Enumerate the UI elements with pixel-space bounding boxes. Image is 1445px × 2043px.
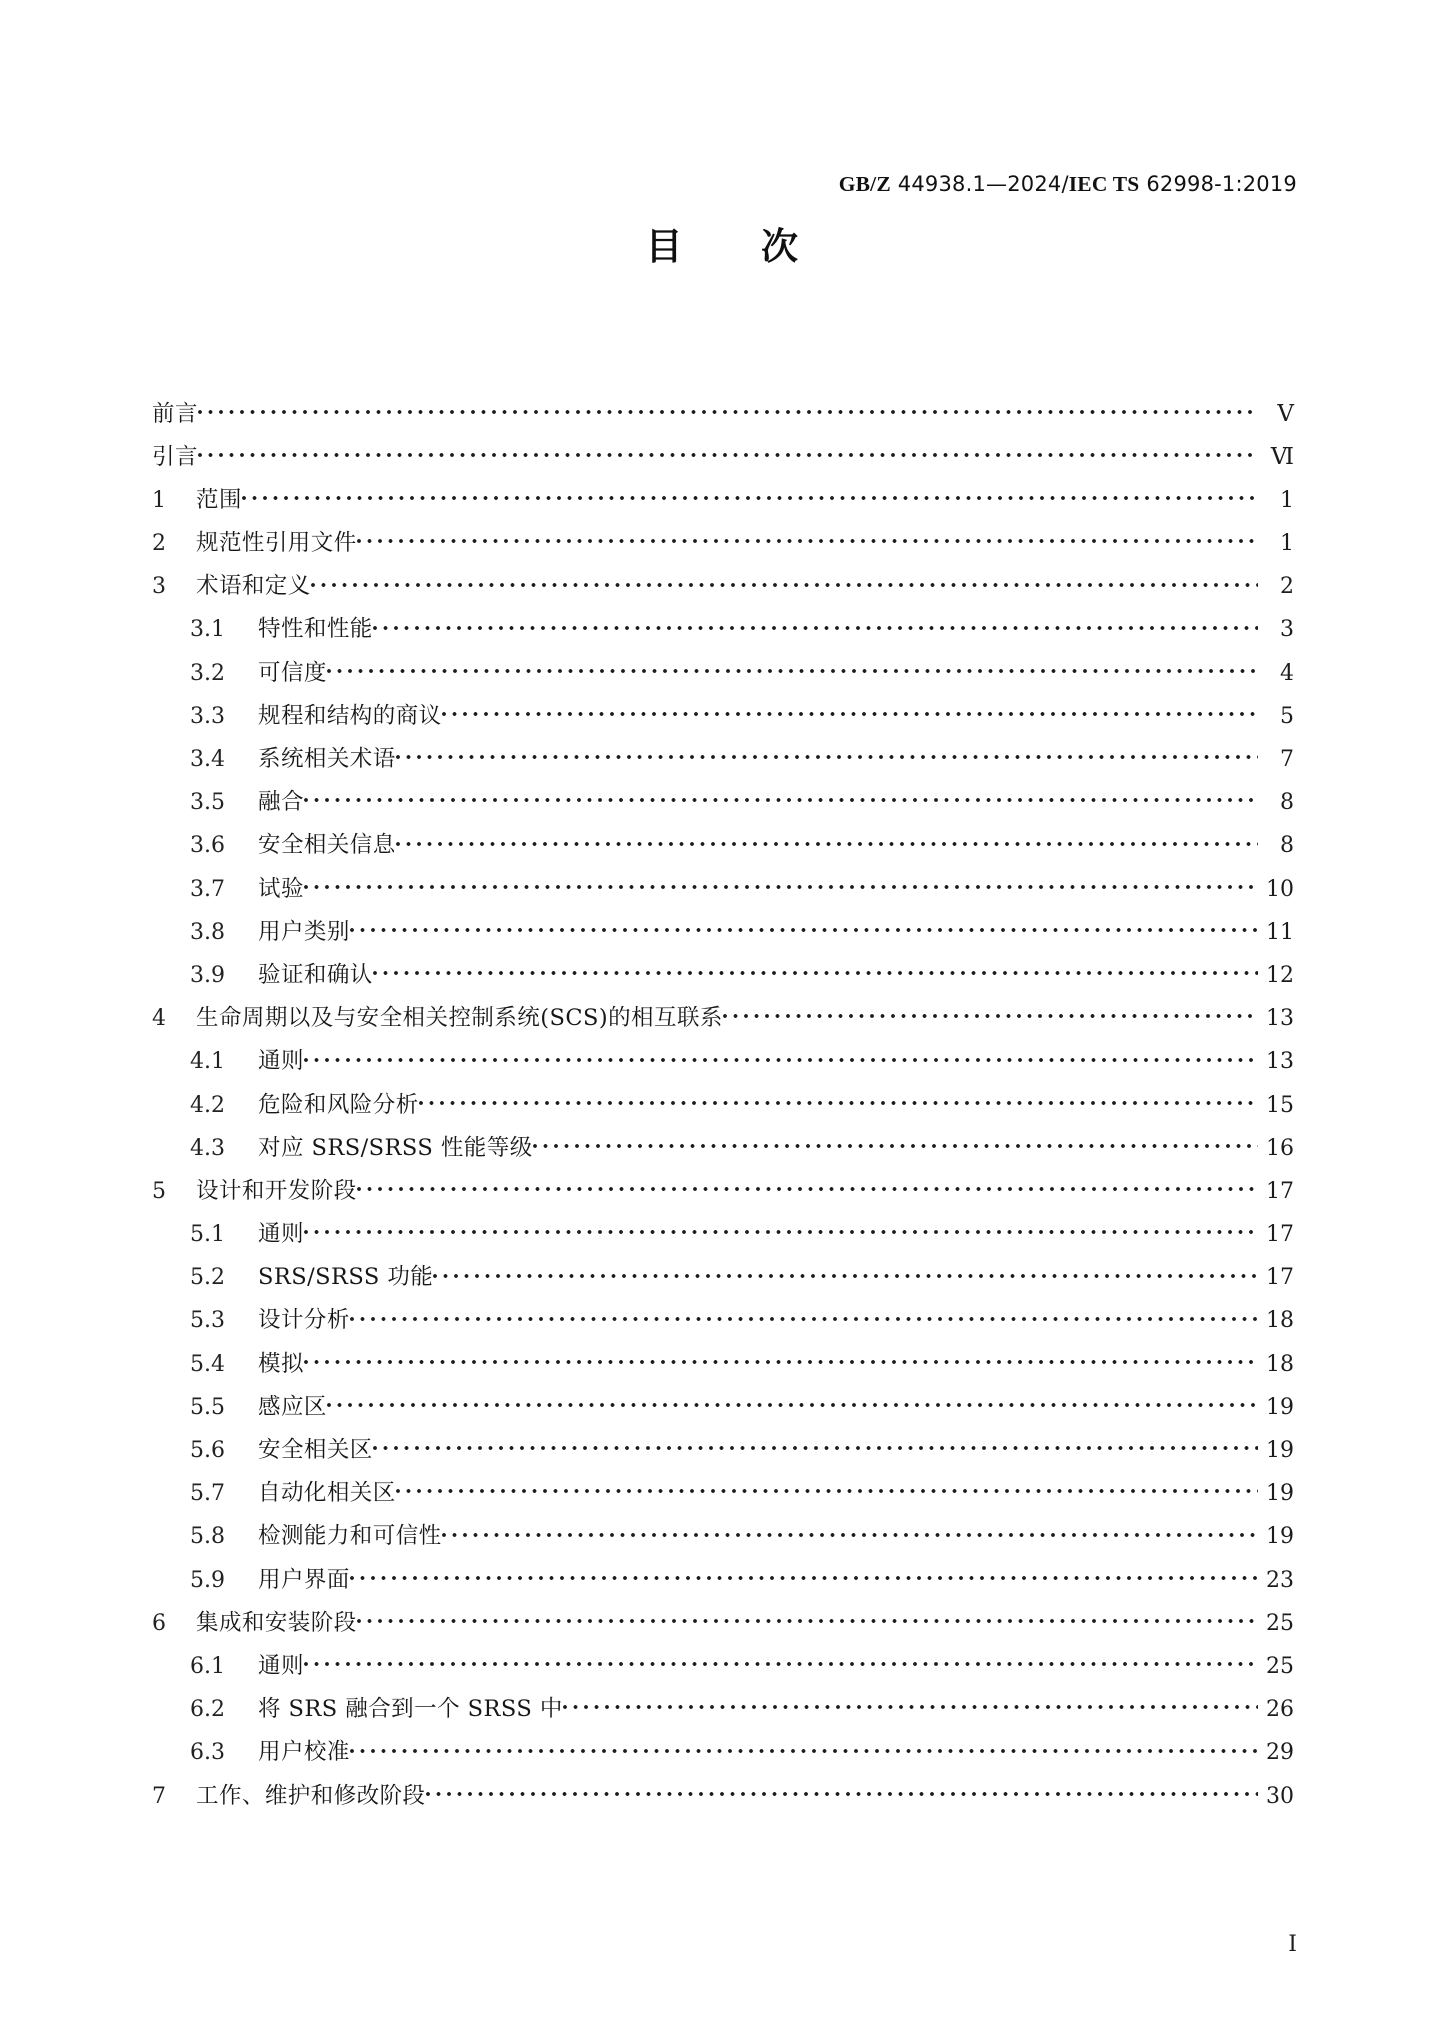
toc-entry-page: 25 <box>1266 1610 1294 1636</box>
toc-entry-label: 自动化相关区 <box>258 1480 396 1507</box>
toc-leader-dots <box>304 1650 1258 1673</box>
toc-leader-dots <box>357 528 1258 551</box>
toc-leader-dots <box>327 657 1258 680</box>
toc-leader-dots <box>723 1003 1258 1026</box>
toc-entry[interactable] <box>152 1046 1294 1089</box>
toc-entry[interactable] <box>152 571 1294 614</box>
toc-leader-dots <box>350 916 1258 939</box>
running-header <box>0 172 1297 197</box>
toc-entry[interactable] <box>152 398 1294 441</box>
toc-entry-label: 前言 <box>152 400 198 427</box>
toc-entry[interactable] <box>152 1607 1294 1650</box>
toc-entry-page: 1 <box>1280 531 1294 557</box>
toc-entry-number: 4.3 <box>190 1135 225 1161</box>
toc-entry-page: 15 <box>1266 1092 1294 1118</box>
toc-entry-label: SRS/SRSS 功能 <box>258 1264 434 1291</box>
toc-entry-label: 融合 <box>258 789 304 816</box>
toc-entry[interactable] <box>152 614 1294 657</box>
toc-entry-number: 5.6 <box>190 1438 225 1463</box>
toc-entry-number: 4 <box>152 1006 166 1032</box>
toc-leader-dots <box>357 1175 1258 1198</box>
toc-entry-number: 5.4 <box>190 1351 225 1377</box>
toc-entry-page: 26 <box>1266 1697 1294 1723</box>
toc-entry-label: 引言 <box>152 443 198 470</box>
toc-entry-label: 模拟 <box>258 1350 304 1377</box>
toc-entry[interactable] <box>152 441 1294 484</box>
toc-entry[interactable] <box>152 528 1294 571</box>
table-of-contents <box>152 398 1294 1823</box>
toc-entry[interactable] <box>152 1521 1294 1564</box>
toc-entry-number: 3 <box>152 574 166 600</box>
toc-entry-number: 3.1 <box>190 617 225 643</box>
toc-entry-label: 检测能力和可信性 <box>258 1523 442 1550</box>
toc-entry[interactable] <box>152 1003 1294 1046</box>
toc-entry-number: 5.3 <box>190 1308 225 1334</box>
toc-entry-number: 3.8 <box>190 919 225 945</box>
toc-entry-page: 23 <box>1266 1567 1294 1593</box>
toc-entry-label: 通则 <box>258 1652 304 1679</box>
toc-entry-page: 19 <box>1266 1524 1294 1550</box>
toc-leader-dots <box>304 787 1258 810</box>
toc-leader-dots <box>426 1780 1258 1803</box>
toc-entry-number: 3.2 <box>190 660 225 686</box>
toc-entry-number: 7 <box>152 1783 166 1809</box>
toc-leader-dots <box>533 1132 1258 1155</box>
toc-leader-dots <box>396 830 1258 853</box>
toc-leader-dots <box>198 441 1258 464</box>
toc-entry-label: 特性和性能 <box>258 616 373 643</box>
toc-entry[interactable] <box>152 1175 1294 1218</box>
toc-entry-page: 5 <box>1280 703 1294 729</box>
toc-leader-dots <box>350 1564 1258 1587</box>
toc-entry-label: 集成和安装阶段 <box>196 1609 357 1636</box>
toc-entry-label: 规程和结构的商议 <box>258 702 442 729</box>
toc-leader-dots <box>419 1089 1258 1112</box>
toc-entry-page: Ⅵ <box>1270 443 1294 470</box>
toc-entry-page: 19 <box>1266 1394 1294 1420</box>
toc-entry-number: 3.4 <box>190 747 225 772</box>
toc-entry-page: 18 <box>1266 1308 1294 1334</box>
toc-entry[interactable] <box>152 1780 1294 1823</box>
toc-leader-dots <box>327 1391 1258 1414</box>
toc-entry[interactable] <box>152 1478 1294 1521</box>
toc-entry[interactable] <box>152 959 1294 1002</box>
toc-leader-dots <box>311 571 1258 594</box>
header-iec-code: IEC TS <box>1068 172 1140 196</box>
toc-entry[interactable] <box>152 1305 1294 1348</box>
toc-leader-dots <box>357 1607 1258 1630</box>
toc-entry[interactable] <box>152 1391 1294 1434</box>
toc-leader-dots <box>396 1478 1258 1501</box>
toc-leader-dots <box>442 700 1258 723</box>
toc-entry-label: 将 SRS 融合到一个 SRSS 中 <box>258 1696 563 1723</box>
toc-entry-page: 13 <box>1266 1006 1294 1032</box>
toc-entry[interactable] <box>152 1219 1294 1262</box>
toc-entry-page: 17 <box>1266 1178 1294 1204</box>
toc-entry-label: 系统相关术语 <box>258 746 396 772</box>
toc-entry-page: 12 <box>1266 962 1294 988</box>
toc-entry-number: 4.2 <box>190 1092 225 1118</box>
toc-entry-label: 对应 SRS/SRSS 性能等级 <box>258 1134 533 1161</box>
toc-leader-dots <box>373 959 1258 982</box>
toc-entry-label: 安全相关信息 <box>258 832 396 859</box>
toc-entry-label: 用户校准 <box>258 1739 350 1766</box>
toc-entry[interactable] <box>152 1089 1294 1132</box>
toc-entry-label: 用户类别 <box>258 918 350 945</box>
toc-entry-number: 3.7 <box>190 876 225 902</box>
toc-entry-label: 工作、维护和修改阶段 <box>196 1782 426 1809</box>
toc-leader-dots <box>198 398 1258 421</box>
toc-entry-label: 验证和确认 <box>258 961 373 988</box>
toc-entry-number: 5.7 <box>190 1481 225 1507</box>
toc-entry-number: 6.2 <box>190 1697 225 1723</box>
toc-leader-dots <box>304 1046 1258 1069</box>
toc-entry-page: 17 <box>1266 1265 1294 1291</box>
toc-entry-page: 13 <box>1266 1049 1294 1075</box>
toc-entry[interactable] <box>152 1348 1294 1391</box>
toc-entry-page: 8 <box>1280 833 1294 859</box>
toc-leader-dots <box>563 1694 1258 1717</box>
toc-entry-number: 6 <box>152 1610 166 1636</box>
toc-entry-page: Ⅴ <box>1277 400 1294 427</box>
toc-entry-number: 2 <box>152 531 166 557</box>
toc-entry-page: 11 <box>1266 919 1294 945</box>
page-title: 目 次 <box>645 224 800 268</box>
toc-entry-number: 1 <box>152 487 166 513</box>
toc-leader-dots <box>304 1219 1258 1242</box>
toc-entry-page: 3 <box>1280 617 1294 643</box>
toc-entry-label: 用户界面 <box>258 1566 350 1593</box>
toc-entry-page: 29 <box>1266 1740 1294 1766</box>
toc-leader-dots <box>373 1435 1258 1458</box>
toc-entry[interactable] <box>152 1132 1294 1175</box>
toc-entry-page: 1 <box>1280 487 1294 513</box>
toc-entry[interactable] <box>152 916 1294 959</box>
toc-entry[interactable] <box>152 657 1294 700</box>
toc-leader-dots <box>350 1305 1258 1328</box>
toc-entry[interactable] <box>152 700 1294 743</box>
toc-entry-label: 危险和风险分析 <box>258 1091 419 1118</box>
toc-entry-number: 5.2 <box>190 1265 225 1291</box>
toc-entry-page: 17 <box>1266 1222 1294 1248</box>
toc-entry-number: 5.5 <box>190 1394 225 1420</box>
toc-entry[interactable] <box>152 1262 1294 1305</box>
header-iec-number: 62998-1:2019 <box>1139 172 1297 196</box>
toc-entry[interactable] <box>152 787 1294 830</box>
header-standard-number: 44938.1—2024/ <box>890 172 1069 196</box>
toc-leader-dots <box>242 484 1258 507</box>
toc-entry-number: 3.6 <box>190 833 225 859</box>
toc-entry-page: 16 <box>1266 1135 1294 1161</box>
toc-leader-dots <box>304 873 1258 896</box>
toc-entry-label: 设计和开发阶段 <box>196 1177 357 1204</box>
toc-entry[interactable] <box>152 873 1294 916</box>
toc-entry-number: 3.9 <box>190 962 225 988</box>
toc-leader-dots <box>373 614 1258 637</box>
toc-entry-number: 4.1 <box>190 1049 225 1075</box>
toc-entry-label: 术语和定义 <box>196 573 311 600</box>
toc-entry-page: 19 <box>1266 1438 1294 1463</box>
toc-entry-page: 18 <box>1266 1351 1294 1377</box>
toc-entry-label: 试验 <box>258 875 304 902</box>
toc-leader-dots <box>350 1737 1258 1760</box>
toc-entry-label: 规范性引用文件 <box>196 530 357 557</box>
toc-entry[interactable] <box>152 1650 1294 1693</box>
toc-entry-number: 5.1 <box>190 1222 225 1248</box>
toc-entry-page: 25 <box>1266 1653 1294 1679</box>
toc-entry-number: 5.8 <box>190 1524 225 1550</box>
toc-entry-label: 通则 <box>258 1221 304 1248</box>
toc-entry[interactable] <box>152 484 1294 527</box>
toc-entry-number: 3.5 <box>190 790 225 816</box>
toc-entry-label: 范围 <box>196 486 242 513</box>
toc-leader-dots <box>433 1262 1258 1285</box>
toc-entry-number: 6.3 <box>190 1740 225 1766</box>
toc-entry-page: 7 <box>1280 747 1294 772</box>
footer-page-number: I <box>1288 1932 1297 1957</box>
toc-leader-dots <box>304 1348 1258 1371</box>
toc-entry-page: 19 <box>1266 1481 1294 1507</box>
toc-entry-number: 3.3 <box>190 703 225 729</box>
toc-entry[interactable] <box>152 1564 1294 1607</box>
toc-entry-number: 5 <box>152 1178 166 1204</box>
toc-entry[interactable] <box>152 1737 1294 1780</box>
toc-entry-page: 30 <box>1266 1783 1294 1809</box>
toc-entry-label: 设计分析 <box>258 1307 350 1334</box>
toc-entry-label: 通则 <box>258 1048 304 1075</box>
toc-entry-label: 可信度 <box>258 659 327 686</box>
toc-entry[interactable] <box>152 1694 1294 1737</box>
toc-entry[interactable] <box>152 744 1294 787</box>
toc-entry-page: 10 <box>1266 876 1294 902</box>
toc-entry[interactable] <box>152 830 1294 873</box>
toc-entry-label: 生命周期以及与安全相关控制系统(SCS)的相互联系 <box>196 1005 723 1032</box>
toc-entry-page: 8 <box>1280 790 1294 816</box>
header-standard-code: GB/Z <box>838 172 891 196</box>
toc-leader-dots <box>396 744 1258 767</box>
toc-entry-label: 感应区 <box>258 1393 327 1420</box>
toc-entry-page: 4 <box>1280 660 1294 686</box>
toc-entry-page: 2 <box>1280 574 1294 600</box>
toc-leader-dots <box>442 1521 1258 1544</box>
toc-entry-label: 安全相关区 <box>258 1437 373 1463</box>
toc-entry-number: 6.1 <box>190 1653 225 1679</box>
toc-entry[interactable] <box>152 1435 1294 1478</box>
toc-entry-number: 5.9 <box>190 1567 225 1593</box>
